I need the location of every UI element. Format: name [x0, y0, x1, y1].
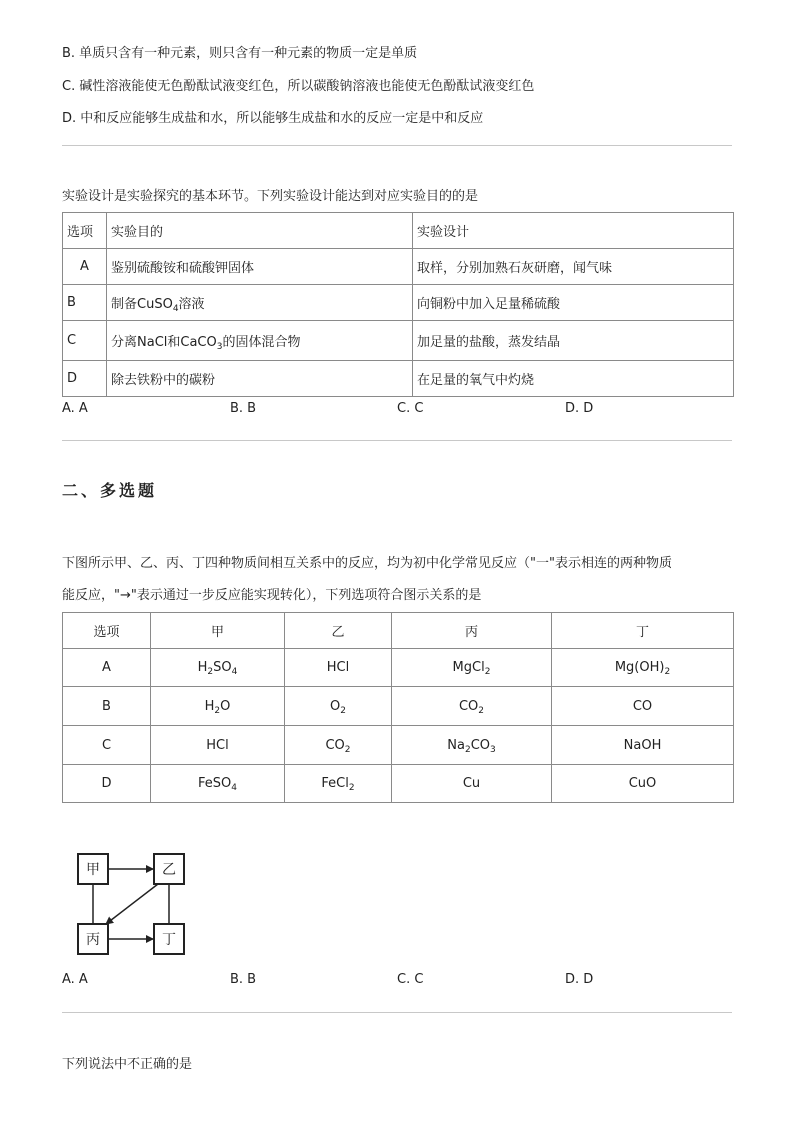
section-title: 二、多选题 — [62, 481, 158, 500]
row-goal: 分离NaCl和CaCO$_3$的固体混合物 — [107, 321, 413, 361]
choice-b[interactable]: B. B — [230, 972, 257, 987]
header-design: 实验设计 — [413, 213, 734, 249]
header-bing: 丙 — [392, 613, 552, 649]
table-header-row — [63, 613, 734, 649]
label-jia: 甲 — [86, 862, 100, 878]
cell-bing: MgCl$_2$ — [392, 649, 552, 687]
table-row — [63, 249, 734, 285]
table-row — [63, 765, 734, 803]
cell-jia: $H_2SO_4$ — [151, 649, 285, 687]
cell-ding: $Mg(OH)_2$ — [552, 649, 734, 687]
row-option: A — [63, 649, 151, 687]
arrow-yi-to-bing — [106, 884, 158, 924]
table-row — [63, 687, 734, 726]
label-bing: 丙 — [86, 932, 100, 948]
choice-d[interactable]: D. D — [565, 401, 594, 416]
cell-bing: $Na_2CO_3$ — [392, 726, 552, 765]
choice-d[interactable]: D. D — [565, 972, 594, 987]
cell-ding: NaOH — [552, 726, 734, 765]
header-yi: 乙 — [285, 613, 392, 649]
choice-c[interactable]: C. C — [397, 972, 424, 987]
cell-yi: HCl — [285, 649, 392, 687]
choice-a[interactable]: A. A — [62, 972, 88, 987]
header-option: 选项 — [63, 613, 151, 649]
option-d-text: D. 中和反应能够生成盐和水，所以能够生成盐和水的反应一定是中和反应 — [62, 111, 484, 126]
cell-jia: HCl — [151, 726, 285, 765]
divider — [62, 440, 732, 441]
row-option: B — [63, 285, 107, 321]
cell-yi: FeCl$_2$ — [285, 765, 392, 803]
cell-jia: $H_2O$ — [151, 687, 285, 726]
cell-ding: CuO — [552, 765, 734, 803]
question-2-choices — [62, 972, 742, 990]
header-ding: 丁 — [552, 613, 734, 649]
choice-b[interactable]: B. B — [230, 401, 257, 416]
table-row — [63, 649, 734, 687]
label-yi: 乙 — [162, 862, 176, 878]
cell-yi: $CO_2$ — [285, 726, 392, 765]
choice-c[interactable]: C. C — [397, 401, 424, 416]
cell-yi: $O_2$ — [285, 687, 392, 726]
table-row — [63, 285, 734, 321]
row-option: A — [63, 249, 107, 285]
row-design: 加足量的盐酸，蒸发结晶 — [413, 321, 734, 361]
cell-ding: CO — [552, 687, 734, 726]
question-3-stem: 下列说法中不正确的是 — [62, 1057, 193, 1072]
row-design: 取样，分别加熟石灰研磨，闻气味 — [413, 249, 734, 285]
table-header-row — [63, 213, 734, 249]
option-c-text: C. 碱性溶液能使无色酚酞试液变红色，所以碳酸钠溶液也能使无色酚酞试液变红色 — [62, 79, 535, 94]
row-option: B — [63, 687, 151, 726]
label-ding: 丁 — [162, 932, 176, 948]
question-2-stem-line-1: 下图所示甲、乙、丙、丁四种物质间相互关系中的反应，均为初中化学常见反应（"一"表示相连的两种物质 — [62, 556, 672, 571]
table-row — [63, 726, 734, 765]
row-option: C — [63, 321, 107, 361]
header-jia: 甲 — [151, 613, 285, 649]
relation-diagram — [72, 848, 202, 958]
header-goal: 实验目的 — [107, 213, 413, 249]
substance-table — [62, 612, 734, 803]
experiment-table — [62, 212, 734, 397]
divider — [62, 1012, 732, 1013]
cell-bing: $CO_2$ — [392, 687, 552, 726]
row-goal: 制备CuSO$_4$溶液 — [107, 285, 413, 321]
row-option: C — [63, 726, 151, 765]
table-row — [63, 321, 734, 361]
row-goal: 鉴别硫酸铵和硫酸钾固体 — [107, 249, 413, 285]
question-1-stem: 实验设计是实验探究的基本环节。下列实验设计能达到对应实验目的的是 — [62, 189, 479, 204]
row-design: 在足量的氧气中灼烧 — [413, 361, 734, 397]
option-b-text: B. 单质只含有一种元素，则只含有一种元素的物质一定是单质 — [62, 46, 418, 61]
choice-a[interactable]: A. A — [62, 401, 88, 416]
divider — [62, 145, 732, 146]
question-1-choices — [62, 401, 742, 419]
table-row — [63, 361, 734, 397]
header-option: 选项 — [63, 213, 107, 249]
row-option: D — [63, 361, 107, 397]
row-option: D — [63, 765, 151, 803]
cell-jia: FeSO$_4$ — [151, 765, 285, 803]
question-2-stem-line-2: 能反应，"→"表示通过一步反应能实现转化），下列选项符合图示关系的是 — [62, 588, 482, 603]
row-goal: 除去铁粉中的碳粉 — [107, 361, 413, 397]
row-design: 向铜粉中加入足量稀硫酸 — [413, 285, 734, 321]
cell-bing: Cu — [392, 765, 552, 803]
